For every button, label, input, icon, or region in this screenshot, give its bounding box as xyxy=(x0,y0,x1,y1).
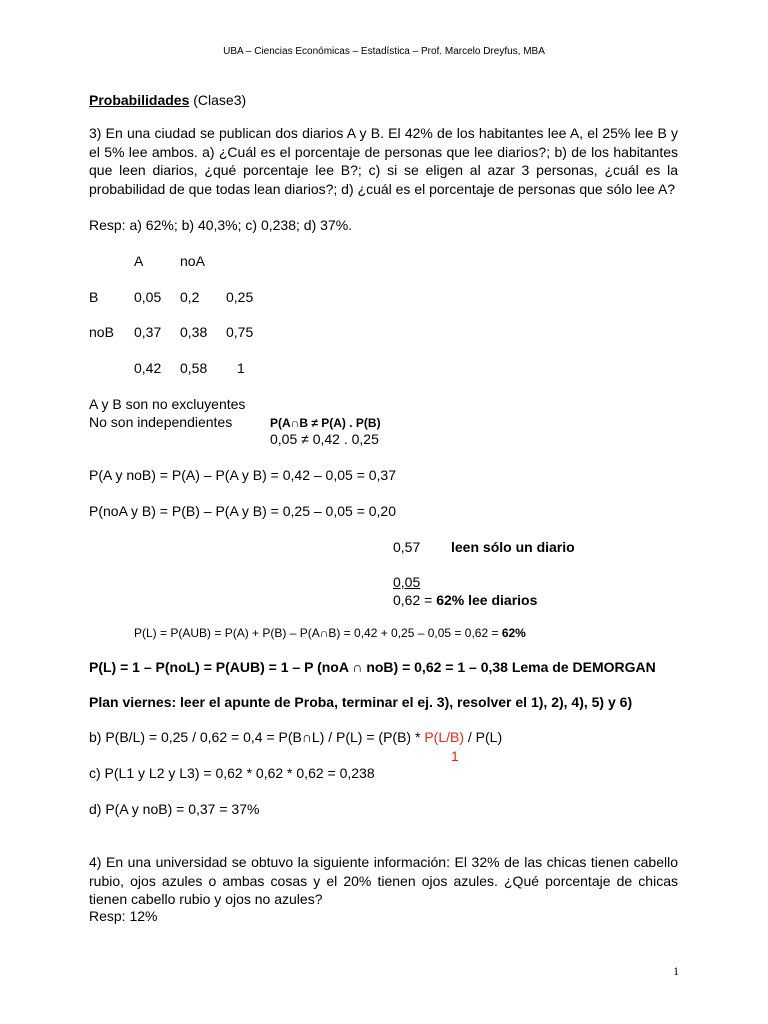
note-no-independientes: No son independientes xyxy=(89,414,233,430)
sum-both: 0,05 xyxy=(393,574,421,590)
problem-3-response: Resp: a) 62%; b) 40,3%; c) 0,238; d) 37%. xyxy=(89,217,353,233)
table-cell: 0,05 xyxy=(134,289,162,305)
total-readers-value: 0,62 = xyxy=(393,592,437,608)
total-readers-label: 62% lee diarios xyxy=(436,592,538,608)
sum-only-one: 0,57 xyxy=(393,539,421,555)
table-col-header-noa: noA xyxy=(180,253,205,269)
table-row-label-nob: noB xyxy=(89,324,114,340)
union-formula xyxy=(134,626,526,640)
problem-3-statement: 3) En una ciudad se publican dos diarios A y B. El 42% de los habitantes lee A, el 25% lee B y el 5% lee ambos. a) ¿Cuál es el porcentaje de personas que lee diarios?; b) de los habitantes que leen diarios, ¿qué porcentaje lee B?; c) si se eligen al azar 3 personas, ¿cuál es la probabilidad de que todas lean diarios?; d) ¿cuál es el porcentaje de personas que sólo lee A? xyxy=(89,125,678,197)
total-readers xyxy=(393,592,537,608)
problem-4-statement: 4) En una universidad se obtuvo la siguiente información: El 32% de las chicas tienen cabello rubio, ojos azules o ambas cosas y el 20% tienen ojos azules. ¿Qué porcentaje de chicas tienen cabello rubio y ojos no azules? xyxy=(89,854,678,907)
demorgan-formula: P(L) = 1 – P(noL) = P(AUB) = 1 – P (noA ∩ noB) = 0,62 = 1 – 0,38 Lema de DEMORGAN xyxy=(89,659,656,675)
calc-noa-y-b: P(noA y B) = P(B) – P(A y B) = 0,25 – 0,05 = 0,20 xyxy=(89,503,397,519)
title-sub: (Clase3) xyxy=(189,92,247,108)
answer-b-end: / P(L) xyxy=(464,729,503,745)
independence-values: 0,05 ≠ 0,42 . 0,25 xyxy=(270,431,379,447)
table-cell: 1 xyxy=(237,360,245,376)
independence-formula: P(A∩B ≠ P(A) . P(B) xyxy=(270,416,381,430)
union-formula-text: P(L) = P(AUB) = P(A) + P(B) – P(A∩B) = 0,42 + 0,25 – 0,05 = 0,62 = xyxy=(134,626,502,640)
title-main: Probabilidades xyxy=(89,92,190,108)
table-row-label-b: B xyxy=(89,289,99,305)
page-title xyxy=(89,92,246,108)
page-header: UBA – Ciencias Económicas – Estadística – Prof. Marcelo Dreyfus, MBA xyxy=(223,46,545,57)
problem-4-response: Resp: 12% xyxy=(89,908,158,924)
page-number: 1 xyxy=(673,964,679,978)
answer-b-text: b) P(B/L) = 0,25 / 0,62 = 0,4 = P(B∩L) / P(L) = (P(B) * xyxy=(89,729,425,745)
table-cell: 0,75 xyxy=(226,324,254,340)
answer-c: c) P(L1 y L2 y L3) = 0,62 * 0,62 * 0,62 = 0,238 xyxy=(89,765,375,781)
answer-b-highlight: P(L/B) xyxy=(424,729,465,745)
table-cell: 0,58 xyxy=(180,360,208,376)
answer-b-annotation: 1 xyxy=(451,748,459,764)
table-col-header-a: A xyxy=(134,253,144,269)
table-cell: 0,2 xyxy=(180,289,200,305)
union-formula-result: 62% xyxy=(501,626,526,640)
plan-note: Plan viernes: leer el apunte de Proba, terminar el ej. 3), resolver el 1), 2), 4), 5) y 6) xyxy=(89,694,633,710)
table-cell: 0,42 xyxy=(134,360,162,376)
sum-only-one-label: leen sólo un diario xyxy=(451,539,575,555)
answer-d: d) P(A y noB) = 0,37 = 37% xyxy=(89,801,260,817)
table-cell: 0,25 xyxy=(226,289,254,305)
calc-a-y-nob: P(A y noB) = P(A) – P(A y B) = 0,42 – 0,05 = 0,37 xyxy=(89,467,397,483)
table-cell: 0,38 xyxy=(180,324,208,340)
note-no-excluyentes: A y B son no excluyentes xyxy=(89,396,246,412)
answer-b xyxy=(89,729,502,745)
table-cell: 0,37 xyxy=(134,324,162,340)
